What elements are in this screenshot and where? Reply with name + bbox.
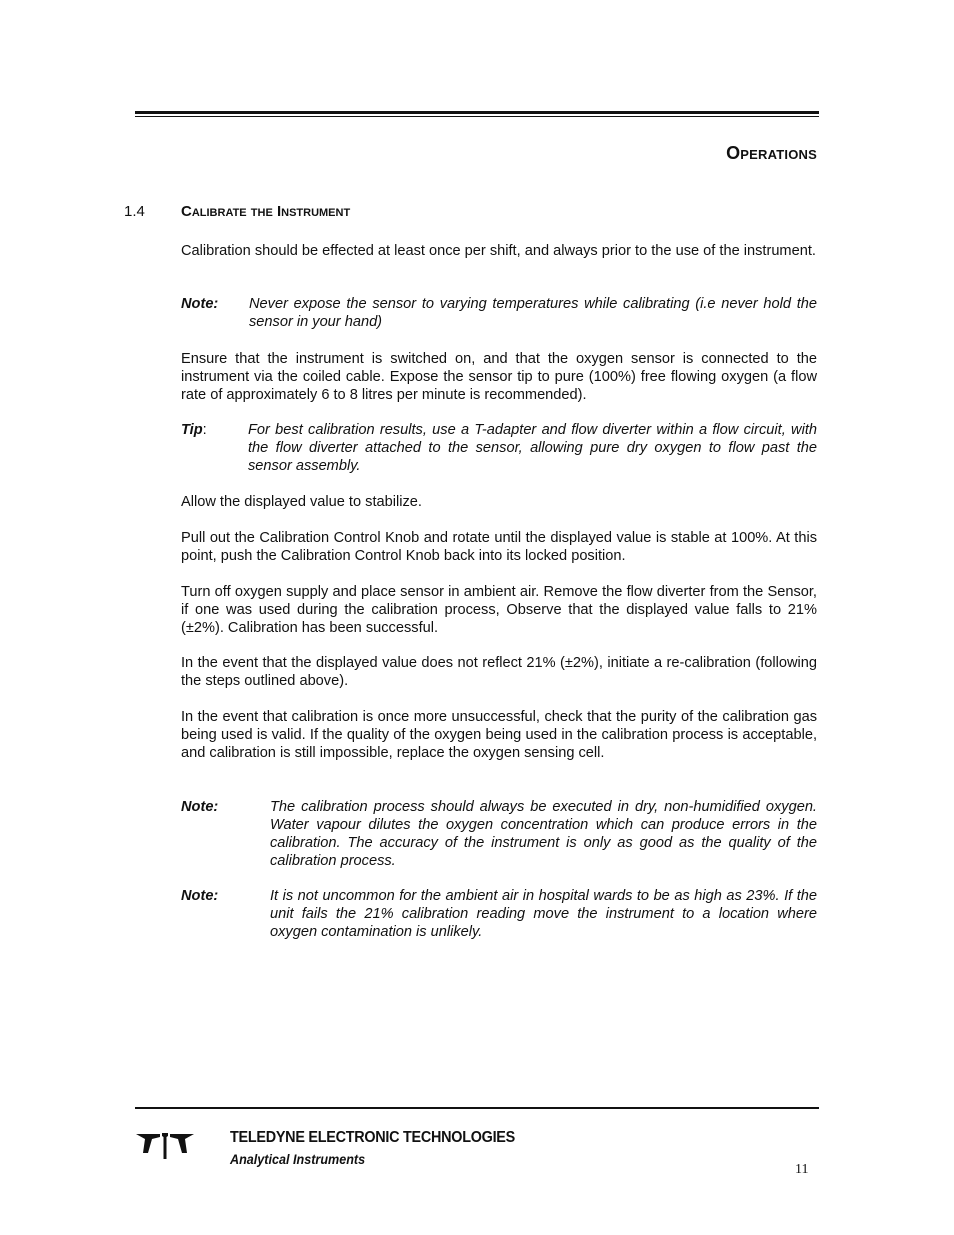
tip-calibration	[181, 421, 817, 475]
chapter-title: Operations	[726, 143, 817, 163]
division-name: Analytical Instruments	[230, 1151, 366, 1167]
note-ambient-levels	[181, 887, 817, 941]
note-text: It is not uncommon for the ambient air in hospital wards to be as high as 23%. If the unit fails the 21% calibration reading move the instrument to a location where oxygen contamination is unlikely.	[270, 888, 817, 940]
header-rule-thin	[135, 116, 819, 117]
section-number: 1.4	[124, 203, 145, 220]
tip-label	[181, 421, 207, 439]
note-label: Note:	[181, 799, 219, 815]
paragraph-calibration-frequency: Calibration should be effected at least once per shift, and always prior to the use of the instrument.	[181, 243, 816, 259]
paragraph-stabilize: Allow the displayed value to stabilize.	[181, 494, 422, 510]
tip-label-text: Tip	[181, 422, 203, 438]
note-label: Note:	[181, 888, 219, 904]
note-dry-oxygen	[181, 798, 817, 870]
paragraph-sensor-setup: Ensure that the instrument is switched on, and that the oxygen sensor is connected to the instrument via the coiled cable. Expose the sensor tip to pure (100%) free flowing oxygen (a flow rate of approximately 6 to 8 litres per minute is recommended).	[181, 351, 817, 403]
note-text: Never expose the sensor to varying temperatures while calibrating (i.e never hold the sensor in your hand)	[249, 296, 817, 330]
section-title: Calibrate the Instrument	[181, 203, 351, 220]
note-label: Note:	[181, 296, 219, 312]
paragraph-calibration-knob: Pull out the Calibration Control Knob and rotate until the displayed value is stable at 100%. At this point, push the Calibration Control Knob back into its locked position.	[181, 530, 817, 564]
note-text: The calibration process should always be executed in dry, non-humidified oxygen. Water vapour dilutes the oxygen concentration which can produce errors in the calibration. The accuracy of the instrument is only as good as the quality of the calibration process.	[270, 799, 817, 869]
tip-label-colon: :	[202, 422, 207, 438]
company-name: TELEDYNE ELECTRONIC TECHNOLOGIES	[230, 1129, 515, 1146]
header-rule-thick	[135, 111, 819, 114]
footer-rule	[135, 1107, 819, 1109]
paragraph-unsuccessful: In the event that calibration is once more unsuccessful, check that the purity of the calibration gas being used is valid. If the quality of the oxygen being used in the calibration process is acceptable, and calibration is still impossible, replace the oxygen sensing cell.	[181, 709, 817, 761]
note-temperature	[181, 295, 817, 331]
page-number: 11	[795, 1162, 809, 1177]
tip-text: For best calibration results, use a T-adapter and flow diverter within a flow circuit, with the flow diverter attached to the sensor, allowing pure dry oxygen to flow past the sensor assembly.	[248, 422, 817, 474]
teledyne-logo-icon	[136, 1131, 194, 1161]
paragraph-recalibration: In the event that the displayed value does not reflect 21% (±2%), initiate a re-calibration (following the steps outlined above).	[181, 655, 817, 689]
paragraph-ambient-air: Turn off oxygen supply and place sensor in ambient air. Remove the flow diverter from the Sensor, if one was used during the calibration process, Observe that the displayed value falls to 21% (±2%). Calibration has been successful.	[181, 584, 817, 636]
